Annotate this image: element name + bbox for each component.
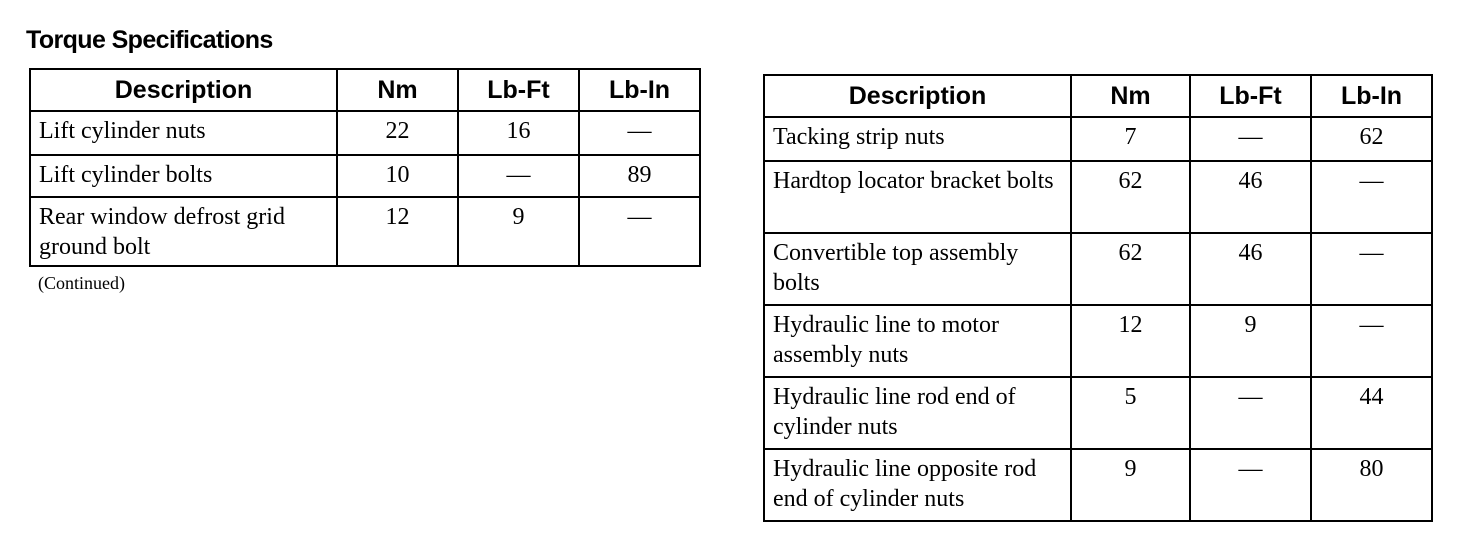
table-row — [764, 305, 1432, 377]
cell-nm: 5 — [1071, 377, 1190, 449]
table-row — [30, 111, 700, 155]
cell-description: Convertible top assembly bolts — [764, 233, 1071, 305]
page-title: Torque Specifications — [26, 26, 273, 54]
cell-lb-in: 80 — [1311, 449, 1432, 521]
cell-lb-in: 44 — [1311, 377, 1432, 449]
header-lb-ft: Lb-Ft — [1190, 75, 1311, 117]
cell-nm: 12 — [1071, 305, 1190, 377]
cell-lb-in: — — [1311, 305, 1432, 377]
header-description: Description — [30, 69, 337, 111]
cell-description: Hydraulic line to motor assembly nuts — [764, 305, 1071, 377]
cell-nm: 9 — [1071, 449, 1190, 521]
table-row — [764, 449, 1432, 521]
cell-lb-ft: 9 — [1190, 305, 1311, 377]
cell-description: Hydraulic line rod end of cylinder nuts — [764, 377, 1071, 449]
table-header-row — [30, 69, 700, 111]
torque-table-left — [29, 68, 701, 267]
table-row — [764, 377, 1432, 449]
table-row — [30, 155, 700, 197]
cell-lb-in: 89 — [579, 155, 700, 197]
cell-lb-in: 62 — [1311, 117, 1432, 161]
cell-lb-ft: — — [1190, 449, 1311, 521]
cell-lb-in: — — [579, 197, 700, 266]
header-lb-ft: Lb-Ft — [458, 69, 579, 111]
cell-lb-ft: — — [1190, 117, 1311, 161]
table-row — [764, 233, 1432, 305]
cell-nm: 10 — [337, 155, 458, 197]
header-nm: Nm — [1071, 75, 1190, 117]
table-header-row — [764, 75, 1432, 117]
cell-lb-ft: — — [458, 155, 579, 197]
header-lb-in: Lb-In — [579, 69, 700, 111]
cell-description: Hydraulic line opposite rod end of cylinder nuts — [764, 449, 1071, 521]
cell-nm: 7 — [1071, 117, 1190, 161]
cell-nm: 62 — [1071, 161, 1190, 233]
header-lb-in: Lb-In — [1311, 75, 1432, 117]
cell-lb-ft: 46 — [1190, 161, 1311, 233]
continued-note: (Continued) — [38, 273, 125, 293]
cell-description: Tacking strip nuts — [764, 117, 1071, 161]
cell-description: Rear window defrost grid ground bolt — [30, 197, 337, 266]
cell-description: Lift cylinder nuts — [30, 111, 337, 155]
cell-lb-in: — — [1311, 161, 1432, 233]
cell-nm: 22 — [337, 111, 458, 155]
torque-table-right — [763, 74, 1433, 522]
header-nm: Nm — [337, 69, 458, 111]
cell-nm: 12 — [337, 197, 458, 266]
cell-lb-ft: 9 — [458, 197, 579, 266]
cell-lb-in: — — [579, 111, 700, 155]
table-row — [764, 161, 1432, 233]
table-row — [764, 117, 1432, 161]
cell-description: Lift cylinder bolts — [30, 155, 337, 197]
cell-lb-in: — — [1311, 233, 1432, 305]
header-description: Description — [764, 75, 1071, 117]
cell-lb-ft: 16 — [458, 111, 579, 155]
cell-nm: 62 — [1071, 233, 1190, 305]
cell-lb-ft: 46 — [1190, 233, 1311, 305]
cell-description: Hardtop locator bracket bolts — [764, 161, 1071, 233]
cell-lb-ft: — — [1190, 377, 1311, 449]
table-row — [30, 197, 700, 266]
